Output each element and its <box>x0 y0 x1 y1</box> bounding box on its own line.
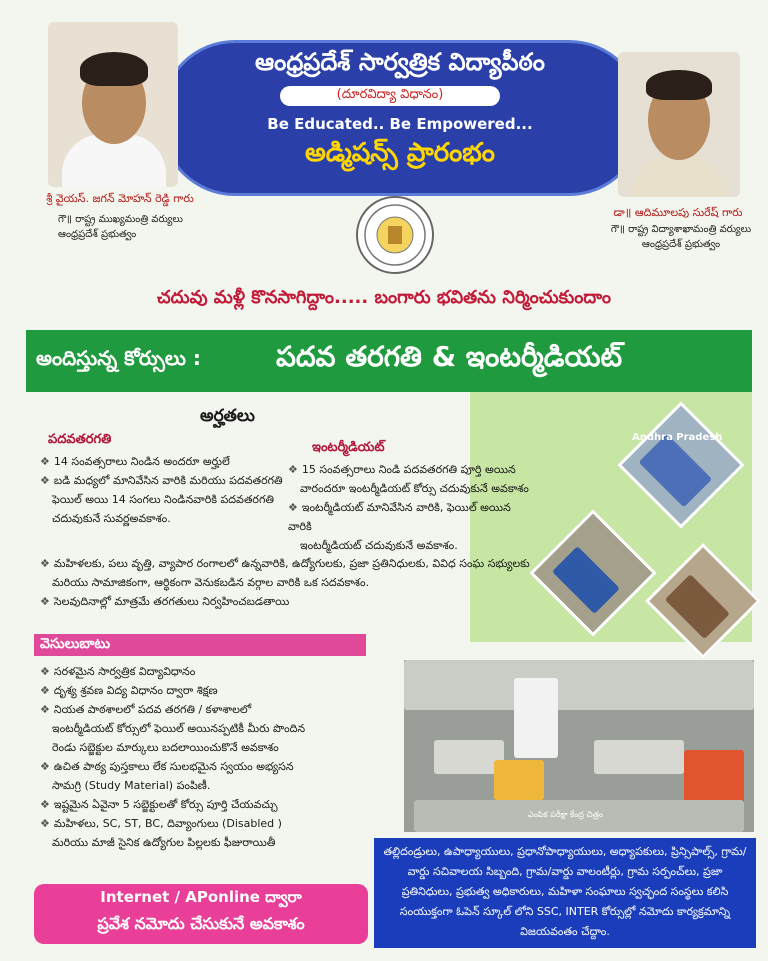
right-portrait <box>618 52 740 197</box>
list-item: ❖ 15 సంవత్సరాలు నిండి పదవతరగతి పూర్తి అయిన <box>288 463 516 476</box>
list-item: ❖ దృశ్య శ్రవణ విద్య విధానం ద్వారా శిక్షణ <box>40 684 218 697</box>
list-item: ❖ సరళమైన సార్వత్రిక విద్యావిధానం <box>40 665 196 678</box>
org-title: ఆంధ్రప్రదేశ్ సార్వత్రిక విద్యాపీఠం <box>255 48 545 76</box>
facilities-heading-bar <box>34 634 366 656</box>
tenth-heading: పదవతరగతి <box>48 432 112 447</box>
left-portrait <box>48 22 178 187</box>
online-line1: Internet / APonline ద్వారా <box>100 888 302 906</box>
org-subtitle: (దూరవిద్యా విధానం) <box>280 86 500 106</box>
list-item: ❖ బడి మధ్యలో మానివేసిన వారికి మరియు పదవతరగతి <box>40 474 283 487</box>
list-item: ఇంటర్మీడియట్ కోర్సులో ఫెయిల్ అయినప్పటికీ మీరు పొందిన <box>52 722 306 735</box>
appeal-text: తల్లిదండ్రులు, ఉపాధ్యాయులు, ప్రధానోపాధ్యాయులు, అధ్యాపకులు, ప్రిన్సిపాల్స్, గ్రామ/వార్డు సచివాలయ సిబ్బంది, గ్రామ/వార్డు వాలంటీర్లు, గ్రామ సర్పంచ్‌లు, ప్రజా ప్రతినిధులు, ప్రభుత్వ అధికారులు, మహిళా సంఘాలు స్వచ్ఛంద సంస్థలు కలిసి సంయుక్తంగా ఓపెన్ స్కూల్ లోని SSC, INTER కోర్సుల్లో నమోదు కార్యక్రమాన్ని విజయవంతం చేద్దాం. <box>383 845 747 938</box>
right-person-role-line2: ఆంధ్రప్రదేశ్ ప్రభుత్వం <box>641 239 721 250</box>
online-line2: ప్రవేశ నమోదు చేసుకునే అవకాశం <box>97 914 305 933</box>
list-item: రెండు సబ్జెక్టుల మార్కులు బదలాయించుకొనే అవకాశం <box>52 741 279 754</box>
courses-value: పదవ తరగతి & ఇంటర్మీడియట్ <box>276 340 623 373</box>
right-person-role <box>596 222 766 252</box>
list-item: ఇంటర్మీడియట్ చదువుకునే అవకాశం. <box>300 539 458 552</box>
inter-list <box>288 460 538 555</box>
list-item: ❖ సెలవుదినాల్లో మాత్రమే తరగతులు నిర్వహించబడతాయి <box>40 595 290 608</box>
facilities-list <box>40 662 372 852</box>
right-person-name: డా॥ ఆదిమూలపు సురేష్ గారు <box>613 206 743 219</box>
left-person-role-line2: ఆంధ్రప్రదేశ్ ప్రభుత్వం <box>58 229 137 240</box>
slogan: చదువు మళ్లీ కొనసాగిద్దాం..... బంగారు భవితను నిర్మించుకుందాం <box>156 287 612 308</box>
photo-exam-hall <box>404 660 754 832</box>
facilities-heading: వెసులుబాటు <box>40 636 111 652</box>
common-list <box>40 554 540 611</box>
eligibility-heading: అర్హతలు <box>200 406 255 426</box>
list-item: మరియు మాజీ సైనిక ఉద్యోగుల పిల్లలకు ఫీజురాయితీ <box>52 836 276 849</box>
right-person-role-line1: గౌ॥ రాష్ట్ర విద్యాశాఖామంత్రి వర్యులు <box>610 224 752 235</box>
list-item: ❖ నియత పాఠశాలలో పదవ తరగతి / కళాశాలలో <box>40 703 252 716</box>
list-item: వారందరూ ఇంటర్మీడియట్ కోర్సు చదువుకునే అవకాశం <box>300 482 529 495</box>
list-item: ❖ మహిళలు, SC, ST, BC, దివ్యాంగులు (Disabled ) <box>40 817 282 830</box>
list-item: ❖ 14 సంవత్సరాలు నిండిన అందరూ అర్హులే <box>40 455 230 468</box>
photo-caption: ఎంపిక పరీక్షా కేంద్ర చిత్రం <box>528 810 603 819</box>
list-item: సామగ్రి (Study Material) పంపిణీ. <box>52 779 211 792</box>
list-item: మరియు సామాజికంగా, ఆర్థికంగా వెనుకబడిన వర్గాల వారికి ఒక సదవకాశం. <box>52 576 370 589</box>
admissions-heading: అడ్మిషన్స్ ప్రారంభం <box>305 138 495 168</box>
list-item: ❖ ఇష్టమైన ఏవైనా 5 సబ్జెక్టులతో కోర్సు పూర్తి చేయవచ్చు <box>40 798 278 811</box>
photo-banner-text: Andhra Pradesh <box>632 432 723 443</box>
left-person-role-line1: గౌ॥ రాష్ట్ర ముఖ్యమంత్రి వర్యులు <box>58 214 183 225</box>
left-person-name: శ్రీ వైయస్. జగన్ మోహన్ రెడ్డి గారు <box>46 192 194 205</box>
courses-bar <box>26 330 752 392</box>
list-item: చదువుకునే సువర్ణఅవకాశం. <box>52 512 171 525</box>
online-registration-box <box>34 884 368 944</box>
courses-label: అందిస్తున్న కోర్సులు : <box>36 346 201 370</box>
appeal-box <box>374 838 756 948</box>
list-item: ❖ మహిళలకు, పలు వృత్తి, వ్యాపార రంగాలలో ఉన్నవారికి, ఉద్యోగులకు, ప్రజా ప్రతినిధులకు, వివిధ సంఘ సభ్యులకు <box>40 557 530 570</box>
list-item: ❖ ఇంటర్మీడియట్ మానివేసిన వారికి, ఫెయిల్ అయిన వారికి <box>288 501 511 533</box>
left-person-role <box>58 212 238 242</box>
list-item: ❖ ఉచిత పాఠ్య పుస్తకాలు లేక సులభమైన స్వయం అభ్యసన <box>40 760 294 773</box>
inter-heading: ఇంటర్మీడియట్ <box>312 440 385 455</box>
tagline: Be Educated.. Be Empowered... <box>267 115 533 133</box>
tenth-list <box>40 452 290 528</box>
list-item: ఫెయిల్ అయి 14 సంగలు నిండినవారికి పదవతరగతి <box>52 493 274 506</box>
state-emblem-icon <box>356 196 434 274</box>
